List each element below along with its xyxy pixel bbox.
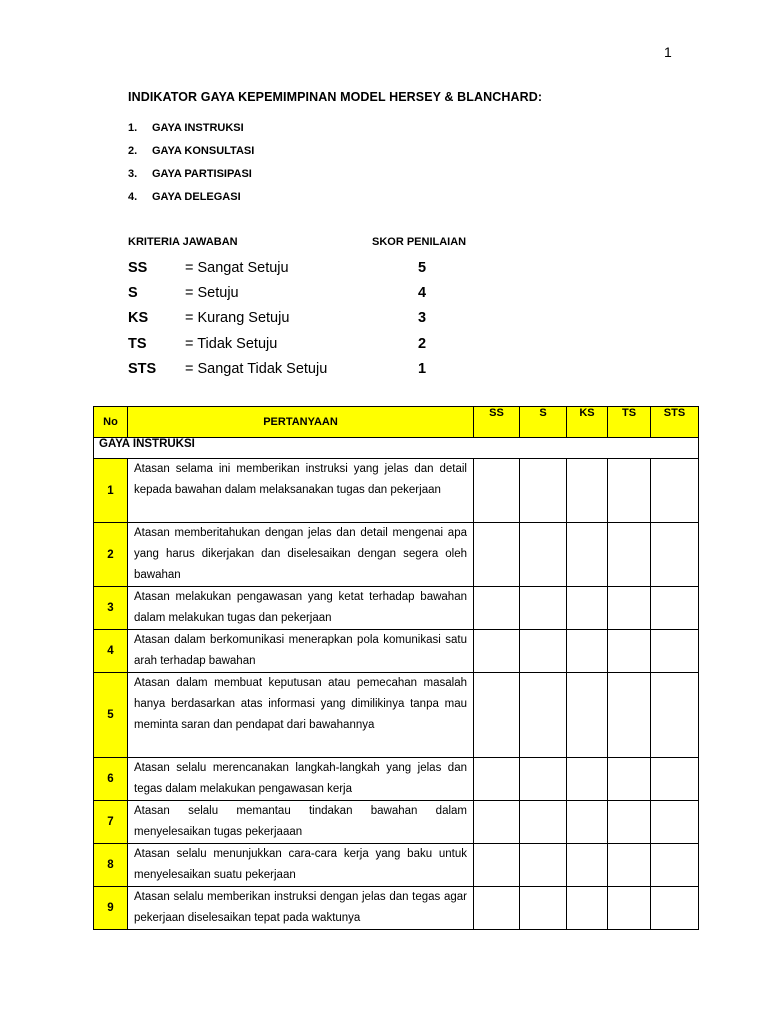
answer-cell-ks[interactable] bbox=[567, 587, 608, 630]
answer-cell-ts[interactable] bbox=[608, 887, 651, 930]
list-item-label: GAYA INSTRUKSI bbox=[152, 122, 244, 134]
table-row bbox=[94, 523, 699, 587]
list-item-label: GAYA PARTISIPASI bbox=[152, 168, 252, 180]
answer-cell-ks[interactable] bbox=[567, 801, 608, 844]
answer-cell-sts[interactable] bbox=[651, 459, 699, 523]
header-no: No bbox=[94, 407, 128, 438]
answer-cell-ss[interactable] bbox=[474, 523, 520, 587]
criteria-row bbox=[128, 260, 448, 285]
criteria-description: = Sangat Tidak Setuju bbox=[185, 360, 328, 377]
answer-cell-ts[interactable] bbox=[608, 673, 651, 758]
table-row bbox=[94, 587, 699, 630]
question-text: Atasan dalam membuat keputusan atau pemecahan masalah hanya berdasarkan atas informasi yang dimilikinya tanpa mau meminta saran dan pendapat dari bawahannya bbox=[128, 673, 474, 758]
criteria-description: = Setuju bbox=[185, 285, 239, 302]
answer-cell-ks[interactable] bbox=[567, 673, 608, 758]
table-row bbox=[94, 801, 699, 844]
answer-cell-s[interactable] bbox=[520, 459, 567, 523]
answer-cell-sts[interactable] bbox=[651, 587, 699, 630]
table-row bbox=[94, 673, 699, 758]
criteria-list bbox=[128, 260, 448, 386]
criteria-row bbox=[128, 310, 448, 335]
question-number: 7 bbox=[94, 801, 128, 844]
answer-cell-s[interactable] bbox=[520, 758, 567, 801]
question-number: 5 bbox=[94, 673, 128, 758]
answer-cell-ks[interactable] bbox=[567, 758, 608, 801]
criteria-row bbox=[128, 285, 448, 310]
answer-cell-ks[interactable] bbox=[567, 887, 608, 930]
answer-cell-ss[interactable] bbox=[474, 801, 520, 844]
answer-cell-ss[interactable] bbox=[474, 630, 520, 673]
answer-cell-ss[interactable] bbox=[474, 673, 520, 758]
question-text: Atasan selalu menunjukkan cara-cara kerja yang baku untuk menyelesaikan suatu pekerjaan bbox=[128, 844, 474, 887]
criteria-abbreviation: S bbox=[128, 285, 138, 302]
criteria-score: 4 bbox=[418, 285, 427, 302]
list-item-number: 2. bbox=[128, 145, 138, 157]
answer-cell-ks[interactable] bbox=[567, 459, 608, 523]
question-number: 9 bbox=[94, 887, 128, 930]
criteria-heading: KRITERIA JAWABAN bbox=[128, 236, 238, 248]
answer-cell-sts[interactable] bbox=[651, 801, 699, 844]
criteria-row bbox=[128, 361, 448, 386]
answer-cell-s[interactable] bbox=[520, 673, 567, 758]
answer-cell-sts[interactable] bbox=[651, 887, 699, 930]
criteria-score: 1 bbox=[418, 360, 427, 377]
question-text: Atasan melakukan pengawasan yang ketat terhadap bawahan dalam melakukan tugas dan pekerjaan bbox=[128, 587, 474, 630]
score-heading: SKOR PENILAIAN bbox=[372, 236, 467, 248]
criteria-score: 2 bbox=[418, 335, 427, 352]
answer-cell-s[interactable] bbox=[520, 523, 567, 587]
leadership-styles-list bbox=[128, 120, 254, 212]
list-item-number: 4. bbox=[128, 191, 138, 203]
question-number: 3 bbox=[94, 587, 128, 630]
criteria-description: = Kurang Setuju bbox=[185, 310, 290, 327]
table-row bbox=[94, 887, 699, 930]
question-text: Atasan memberitahukan dengan jelas dan detail mengenai apa yang harus dikerjakan dan diselesaikan dengan segera oleh bawahan bbox=[128, 523, 474, 587]
answer-cell-s[interactable] bbox=[520, 844, 567, 887]
header-answer-s: S bbox=[520, 407, 567, 438]
section-title: GAYA INSTRUKSI bbox=[94, 438, 699, 459]
answer-cell-s[interactable] bbox=[520, 801, 567, 844]
list-item-label: GAYA KONSULTASI bbox=[152, 145, 255, 157]
table-row bbox=[94, 459, 699, 523]
answer-cell-ks[interactable] bbox=[567, 523, 608, 587]
question-number: 1 bbox=[94, 459, 128, 523]
answer-cell-ss[interactable] bbox=[474, 587, 520, 630]
answer-cell-sts[interactable] bbox=[651, 673, 699, 758]
answer-cell-s[interactable] bbox=[520, 630, 567, 673]
question-number: 2 bbox=[94, 523, 128, 587]
question-number: 8 bbox=[94, 844, 128, 887]
header-answer-sts: STS bbox=[651, 407, 699, 438]
criteria-score: 5 bbox=[418, 260, 427, 276]
criteria-row bbox=[128, 336, 448, 361]
list-item-label: GAYA DELEGASI bbox=[152, 191, 241, 203]
header-answer-ts: TS bbox=[608, 407, 651, 438]
answer-cell-s[interactable] bbox=[520, 587, 567, 630]
section-row bbox=[94, 438, 699, 459]
question-text: Atasan selama ini memberikan instruksi yang jelas dan detail kepada bawahan dalam melaksanakan tugas dan pekerjaan bbox=[128, 459, 474, 523]
answer-cell-ss[interactable] bbox=[474, 844, 520, 887]
criteria-score: 3 bbox=[418, 310, 427, 327]
list-item-number: 3. bbox=[128, 168, 138, 180]
answer-cell-sts[interactable] bbox=[651, 844, 699, 887]
answer-cell-ss[interactable] bbox=[474, 459, 520, 523]
table-row bbox=[94, 844, 699, 887]
header-answer-ks: KS bbox=[567, 407, 608, 438]
list-item bbox=[128, 166, 254, 189]
question-text: Atasan selalu memantau tindakan bawahan dalam menyelesaikan tugas pekerjaaan bbox=[128, 801, 474, 844]
header-answer-ss: SS bbox=[474, 407, 520, 438]
question-text: Atasan selalu merencanakan langkah-langkah yang jelas dan tegas dalam melakukan pengawasan kerja bbox=[128, 758, 474, 801]
answer-cell-ts[interactable] bbox=[608, 587, 651, 630]
table-row bbox=[94, 758, 699, 801]
list-item bbox=[128, 120, 254, 143]
answer-cell-ss[interactable] bbox=[474, 758, 520, 801]
list-item bbox=[128, 143, 254, 166]
answer-cell-ks[interactable] bbox=[567, 630, 608, 673]
answer-cell-ts[interactable] bbox=[608, 844, 651, 887]
table-row bbox=[94, 630, 699, 673]
answer-cell-ts[interactable] bbox=[608, 459, 651, 523]
table-header-row bbox=[94, 407, 699, 438]
answer-cell-ts[interactable] bbox=[608, 523, 651, 587]
question-text: Atasan dalam berkomunikasi menerapkan pola komunikasi satu arah terhadap bawahan bbox=[128, 630, 474, 673]
question-number: 4 bbox=[94, 630, 128, 673]
criteria-abbreviation: STS bbox=[128, 360, 157, 377]
answer-cell-ts[interactable] bbox=[608, 801, 651, 844]
header-question: PERTANYAAN bbox=[128, 407, 474, 438]
answer-cell-sts[interactable] bbox=[651, 523, 699, 587]
answer-cell-sts[interactable] bbox=[651, 758, 699, 801]
document-title: INDIKATOR GAYA KEPEMIMPINAN MODEL HERSEY & BLANCHARD: bbox=[128, 90, 543, 104]
answer-cell-ks[interactable] bbox=[567, 844, 608, 887]
answer-cell-sts[interactable] bbox=[651, 630, 699, 673]
criteria-description: = Sangat Setuju bbox=[185, 260, 289, 276]
answer-cell-s[interactable] bbox=[520, 887, 567, 930]
page-number: 1 bbox=[664, 44, 672, 60]
answer-cell-ts[interactable] bbox=[608, 758, 651, 801]
criteria-abbreviation: KS bbox=[128, 310, 149, 327]
answer-cell-ts[interactable] bbox=[608, 630, 651, 673]
question-text: Atasan selalu memberikan instruksi dengan jelas dan tegas agar pekerjaan diselesaikan tepat pada waktunya bbox=[128, 887, 474, 930]
criteria-description: = Tidak Setuju bbox=[185, 335, 278, 352]
list-item bbox=[128, 189, 254, 212]
criteria-abbreviation: TS bbox=[128, 335, 147, 352]
answer-cell-ss[interactable] bbox=[474, 887, 520, 930]
question-number: 6 bbox=[94, 758, 128, 801]
list-item-number: 1. bbox=[128, 122, 138, 134]
questionnaire-table bbox=[93, 406, 699, 930]
criteria-abbreviation: SS bbox=[128, 260, 148, 276]
